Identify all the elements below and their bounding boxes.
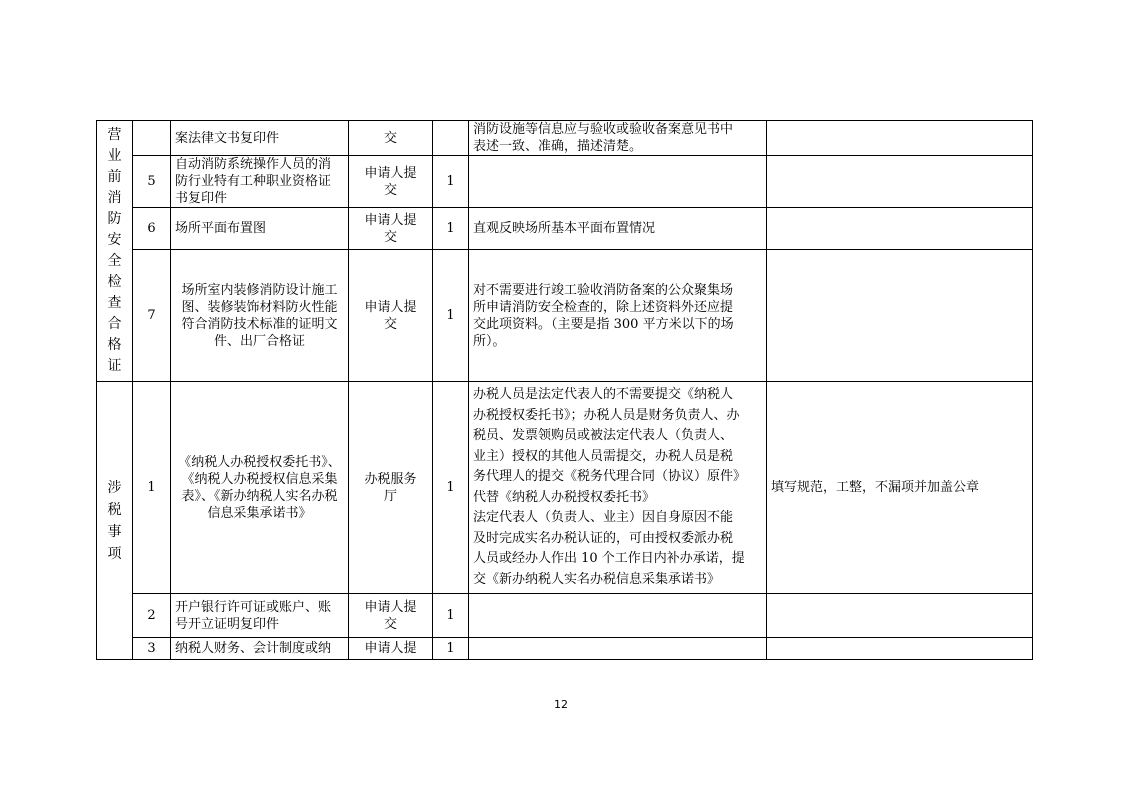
material-name — [171, 382, 349, 594]
category-char: 查 — [107, 295, 122, 311]
remark-line: 所）。 — [473, 333, 506, 349]
material-name-line: 场所室内装修消防设计施工 — [181, 282, 338, 298]
material-source-line: 申请人提 — [364, 212, 417, 228]
table-row — [97, 594, 1033, 638]
category-char: 业 — [107, 148, 122, 164]
row-number: 3 — [133, 638, 171, 660]
material-name-line: 纳税人财务、会计制度或纳 — [175, 641, 332, 656]
material-name-line: 自动消防系统操作人员的消 — [175, 157, 332, 172]
material-name-line: 开户银行许可证或账户、账 — [175, 599, 332, 615]
table-row — [97, 638, 1033, 660]
material-source-line: 交 — [383, 229, 397, 245]
material-name-line: 件、出厂合格证 — [213, 333, 305, 349]
remark-line: 法定代表人（负责人、业主）因自身原因不能 — [473, 510, 734, 525]
copy-count: 1 — [433, 382, 469, 594]
standard — [767, 250, 1033, 382]
remark-line: 务代理人的提交《税务代理合同（协议）原件》 — [473, 469, 747, 484]
standard — [767, 156, 1033, 208]
remark — [469, 382, 767, 594]
material-name-line: 信息采集承诺书》 — [207, 505, 312, 521]
page-number: 12 — [554, 698, 568, 711]
category-char: 格 — [107, 337, 122, 353]
category-char: 检 — [107, 274, 122, 290]
row-number: 7 — [133, 250, 171, 382]
copy-count: 1 — [433, 250, 469, 382]
standard: 填写规范，工整，不漏项并加盖公章 — [767, 382, 1033, 594]
row-number: 2 — [133, 594, 171, 638]
category-char: 合 — [107, 316, 122, 332]
remark-line: 办税人员是法定代表人的不需要提交《纳税人 — [473, 387, 734, 402]
material-source — [349, 121, 433, 156]
remark-line: 交《新办纳税人实名办税信息采集承诺书》 — [473, 571, 721, 587]
category-char: 防 — [107, 211, 122, 227]
remark-line: 交此项资料。（主要是指 300 平方米以下的场 — [473, 316, 734, 332]
category-char: 前 — [107, 169, 122, 185]
category-char: 项 — [107, 545, 122, 562]
remark — [469, 121, 767, 156]
material-source-line: 交 — [383, 130, 397, 146]
category-char: 安 — [107, 232, 122, 248]
remark — [469, 208, 767, 250]
category-char: 税 — [107, 501, 122, 518]
remark-line: 税员、发票领购员或被法定代表人（负责人、 — [473, 428, 734, 443]
category-cell-fire — [97, 121, 133, 382]
material-name-line: 表》、《新办纳税人实名办税 — [181, 488, 338, 504]
material-name-line: 书复印件 — [175, 191, 228, 206]
material-source — [349, 156, 433, 208]
material-source — [349, 638, 433, 660]
material-name-line: 号开立证明复印件 — [175, 616, 280, 632]
material-source-line: 申请人提 — [364, 299, 417, 315]
row-number: 6 — [133, 208, 171, 250]
table-row — [97, 121, 1033, 156]
remark — [469, 156, 767, 208]
material-name — [171, 156, 349, 208]
material-name — [171, 121, 349, 156]
material-source-line: 办税服务 — [364, 471, 417, 487]
copy-count — [433, 121, 469, 156]
table-row — [97, 156, 1033, 208]
row-number: 1 — [133, 382, 171, 594]
remark-line: 直观反映场所基本平面布置情况 — [473, 221, 656, 236]
remark — [469, 250, 767, 382]
material-source — [349, 382, 433, 594]
remark — [469, 638, 767, 660]
material-source-line: 交 — [383, 316, 397, 332]
row-number — [133, 121, 171, 156]
remark-line: 代替《纳税人办税授权委托书》 — [473, 489, 656, 505]
category-char: 证 — [107, 358, 122, 374]
material-name-line: 场所平面布置图 — [175, 221, 267, 236]
category-char: 营 — [107, 127, 122, 143]
material-name — [171, 208, 349, 250]
material-name — [171, 594, 349, 638]
remark-line: 办税授权委托书》；办税人员是财务负责人、办 — [473, 407, 740, 423]
material-source-line: 厅 — [383, 488, 397, 504]
copy-count: 1 — [433, 638, 469, 660]
material-name — [171, 250, 349, 382]
remark-line: 消防设施等信息应与验收或验收备案意见书中 — [473, 122, 734, 137]
remark-line: 表述一致、准确，描述清楚。 — [473, 139, 643, 154]
category-char: 消 — [107, 190, 122, 206]
materials-table — [96, 120, 1033, 660]
document-table-area — [96, 120, 1032, 660]
standard — [767, 638, 1033, 660]
material-name-line: 图、装修装饰材料防火性能 — [181, 299, 338, 315]
material-name — [171, 638, 349, 660]
material-source-line: 交 — [383, 616, 397, 632]
copy-count: 1 — [433, 208, 469, 250]
category-char: 全 — [107, 253, 122, 269]
material-name-line: 《纳税人办税授权委托书》、 — [178, 454, 341, 470]
remark-line: 所申请消防安全检查的，除上述资料外还应提 — [473, 299, 734, 315]
copy-count: 1 — [433, 594, 469, 638]
material-source — [349, 250, 433, 382]
copy-count: 1 — [433, 156, 469, 208]
remark-line: 人员或经办人作出 10 个工作日内补办承诺，提 — [473, 551, 745, 566]
remark-line: 对不需要进行竣工验收消防备案的公众聚集场 — [473, 282, 734, 298]
material-source-line: 交 — [383, 182, 397, 198]
material-source-line: 申请人提 — [364, 165, 417, 181]
standard — [767, 594, 1033, 638]
material-source-line: 申请人提 — [364, 599, 417, 615]
material-source — [349, 208, 433, 250]
remark — [469, 594, 767, 638]
category-char: 涉 — [107, 479, 122, 496]
material-name-line: 《纳税人办税授权信息采集 — [181, 471, 338, 487]
material-name-line: 符合消防技术标准的证明文 — [181, 316, 338, 332]
category-cell-tax — [97, 382, 133, 660]
material-source — [349, 594, 433, 638]
remark-line: 业主）授权的其他人员需提交，办税人员是税 — [473, 448, 734, 464]
material-name-line: 案法律文书复印件 — [175, 130, 280, 146]
category-char: 事 — [107, 523, 122, 540]
material-source-line: 申请人提 — [364, 641, 417, 656]
material-name-line: 防行业特有工种职业资格证 — [175, 174, 332, 189]
table-row — [97, 382, 1033, 594]
standard — [767, 208, 1033, 250]
table-row — [97, 250, 1033, 382]
table-row — [97, 208, 1033, 250]
row-number: 5 — [133, 156, 171, 208]
standard — [767, 121, 1033, 156]
remark-line: 及时完成实名办税认证的，可由授权委派办税 — [473, 530, 734, 546]
